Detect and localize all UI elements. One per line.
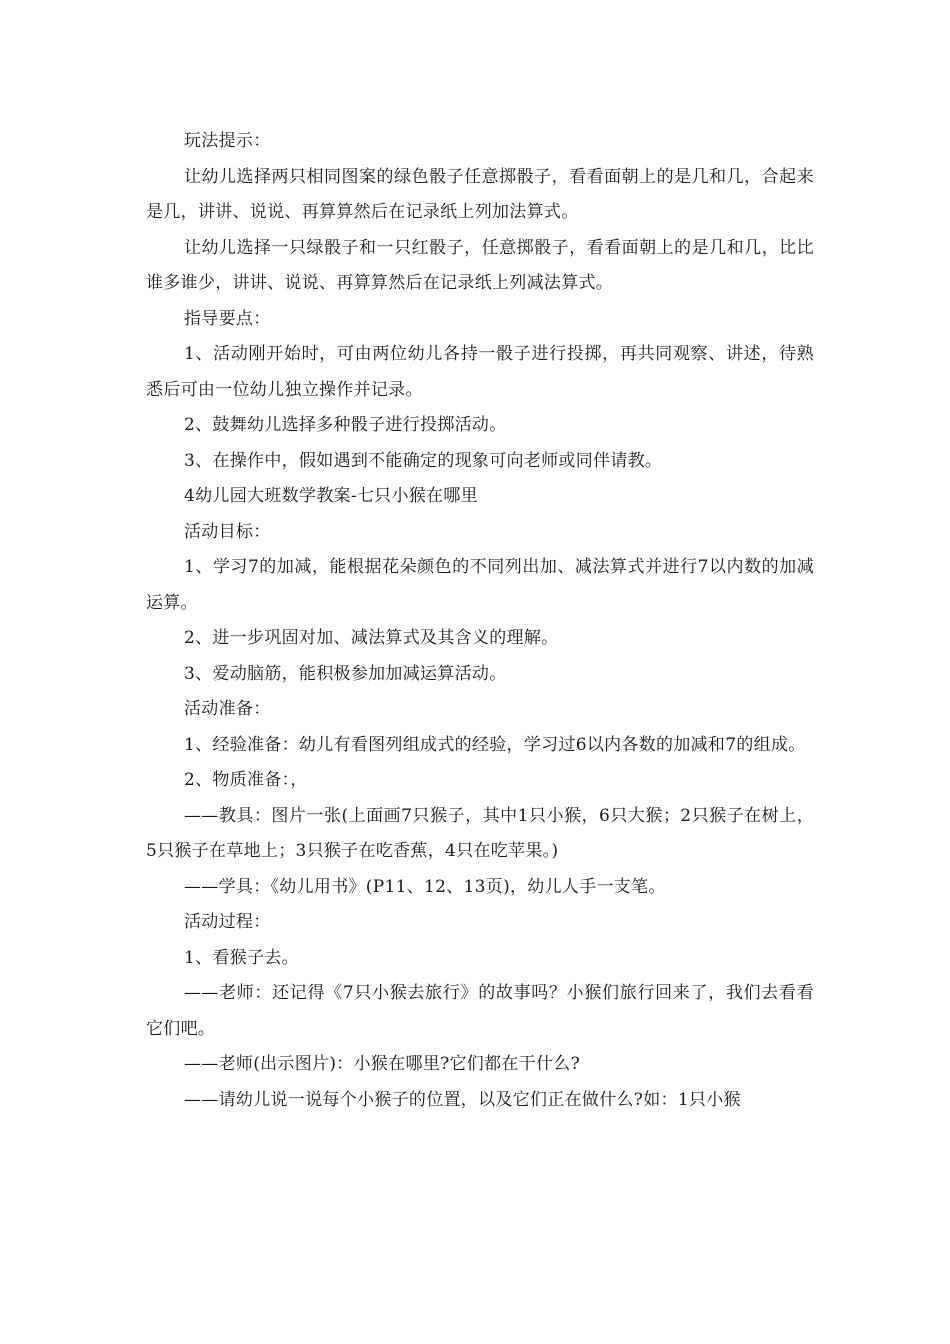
preparation-teaching-aids: ——教具：图片一张(上面画7只猴子，其中1只小猴，6只大猴；2只猴子在树上，5只猴子在草地上；3只猴子在吃香蕉，4只在吃苹果。) (146, 805, 814, 861)
section-heading-guidance: 指导要点： (184, 308, 271, 329)
paragraph-addition-dice: 让幼儿选择两只相同图案的绿色骰子任意掷骰子，看看面朝上的是几和几，合起来是几，讲讲、说说、再算算然后在记录纸上列加法算式。 (146, 166, 814, 222)
guidance-item-1: 1、活动刚开始时，可由两位幼儿各持一骰子进行投掷，再共同观察、讲述，待熟悉后可由一位幼儿独立操作并记录。 (146, 344, 814, 400)
guidance-item-2: 2、鼓舞幼儿选择多种骰子进行投掷活动。 (184, 415, 507, 435)
process-teacher-line-1: ——老师：还记得《7只小猴去旅行》的故事吗？小猴们旅行回来了，我们去看看它们吧。 (146, 983, 814, 1039)
section-heading-objectives: 活动目标： (184, 521, 271, 542)
preparation-item-1: 1、经验准备：幼儿有看图列组成式的经验，学习过6以内各数的加减和7的组成。 (184, 734, 806, 755)
document-body (146, 124, 814, 1118)
objective-item-3: 3、爱动脑筋，能积极参加加减运算活动。 (184, 663, 507, 684)
objective-item-2: 2、进一步巩固对加、减法算式及其含义的理解。 (184, 628, 559, 648)
preparation-learning-aids: ——学具：《幼儿用书》(P11、12、13页)，幼儿人手一支笔。 (184, 876, 666, 897)
process-step-1: 1、看猴子去。 (184, 947, 299, 968)
process-teacher-line-2: ——老师(出示图片)：小猴在哪里?它们都在干什么? (184, 1054, 580, 1074)
section-heading-process: 活动过程： (184, 912, 271, 932)
section-heading-preparation: 活动准备： (184, 699, 271, 719)
lesson-title: 4幼儿园大班数学教案-七只小猴在哪里 (184, 486, 478, 506)
guidance-item-3: 3、在操作中，假如遇到不能确定的现象可向老师或同伴请教。 (184, 450, 663, 471)
objective-item-1: 1、学习7的加减，能根据花朵颜色的不同列出加、减法算式并进行7以内数的加减运算。 (146, 557, 814, 613)
process-children-line: ——请幼儿说一说每个小猴子的位置，以及它们正在做什么?如：1只小猴 (184, 1089, 741, 1110)
preparation-item-2: 2、物质准备：， (184, 770, 308, 790)
paragraph-subtraction-dice: 让幼儿选择一只绿骰子和一只红骰子，任意掷骰子，看看面朝上的是几和几，比比谁多谁少，讲讲、说说、再算算然后在记录纸上列减法算式。 (146, 237, 814, 293)
section-heading-gameplay-tips: 玩法提示： (184, 131, 271, 151)
